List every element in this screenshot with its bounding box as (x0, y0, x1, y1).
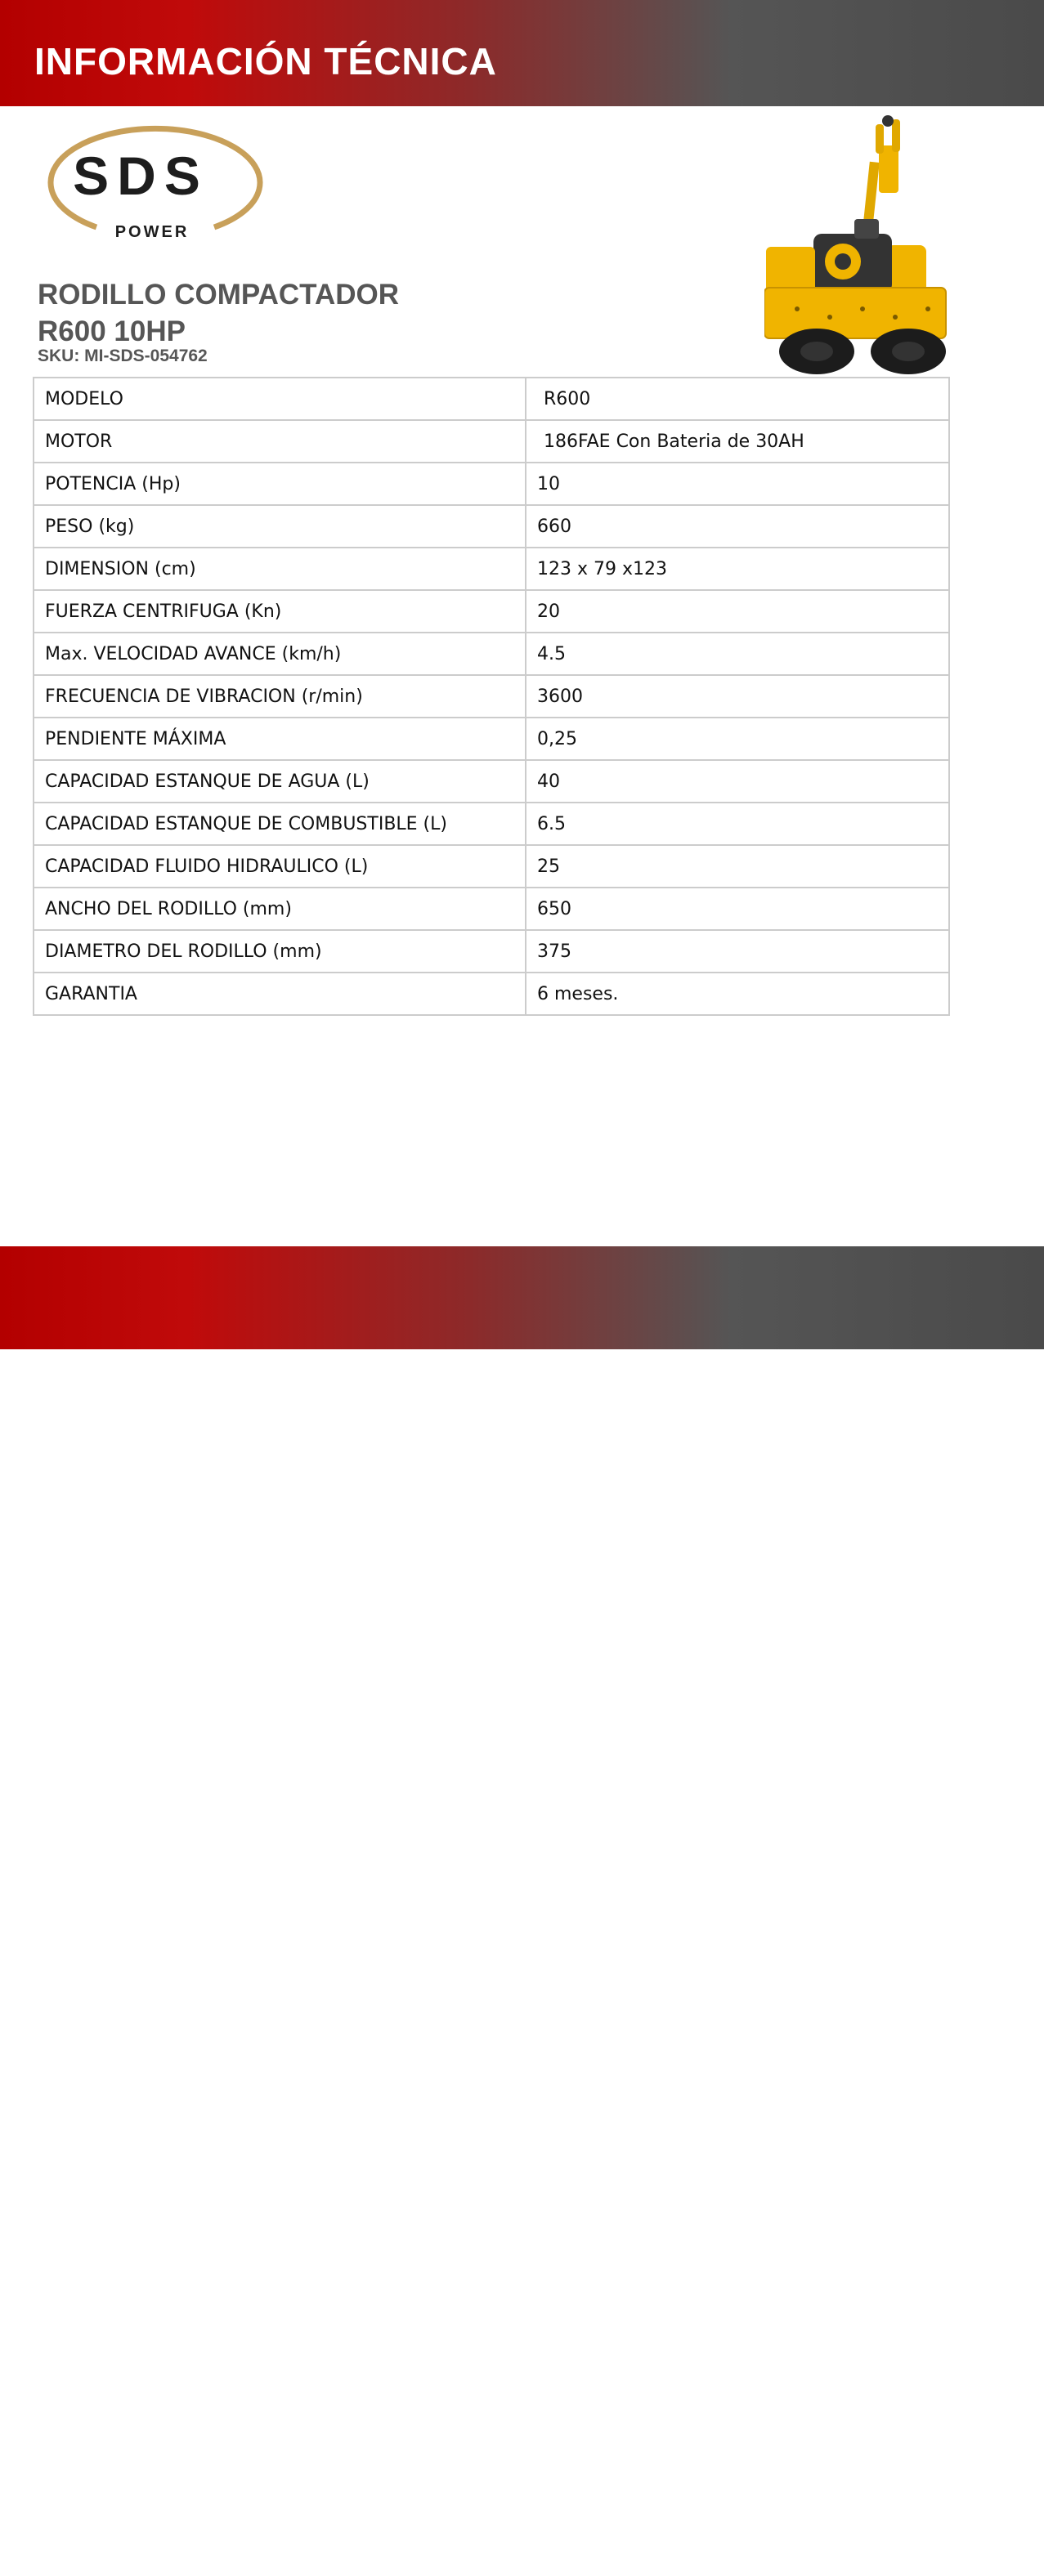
spec-row (34, 803, 949, 845)
spec-row (34, 845, 949, 888)
roller-compactor-image (764, 113, 969, 376)
spec-value: 6.5 (526, 803, 949, 845)
spec-label: FUERZA CENTRIFUGA (Kn) (34, 590, 526, 633)
marsella-logo (764, 2519, 1022, 2576)
spec-label: Max. VELOCIDAD AVANCE (km/h) (34, 633, 526, 675)
spec-row (34, 888, 949, 930)
marsella-brand-name: MARSELLA (815, 2519, 1022, 2559)
spec-value: 25 (526, 845, 949, 888)
spec-label: CAPACIDAD ESTANQUE DE COMBUSTIBLE (L) (34, 803, 526, 845)
spec-value: 4.5 (526, 633, 949, 675)
page-title: INFORMACIÓN TÉCNICA (34, 40, 497, 83)
spec-row (34, 548, 949, 590)
spec-value: 0,25 (526, 718, 949, 760)
sds-power-logo (39, 123, 265, 247)
product-title (38, 276, 399, 350)
spec-label: PENDIENTE MÁXIMA (34, 718, 526, 760)
spec-row (34, 760, 949, 803)
spec-label: MODELO (34, 378, 526, 420)
spec-label: PESO (kg) (34, 505, 526, 548)
spec-row (34, 718, 949, 760)
spec-value: 3600 (526, 675, 949, 718)
spec-label: DIAMETRO DEL RODILLO (mm) (34, 930, 526, 973)
spec-value: R600 (526, 378, 949, 420)
product-sku: SKU: MI-SDS-054762 (38, 347, 208, 365)
header-band (0, 0, 1044, 106)
spec-label: CAPACIDAD FLUIDO HIDRAULICO (L) (34, 845, 526, 888)
spec-label: POTENCIA (Hp) (34, 463, 526, 505)
spec-value: 6 meses. (526, 973, 949, 1015)
spec-value: 186FAE Con Bateria de 30AH (526, 420, 949, 463)
spec-value: 650 (526, 888, 949, 930)
spec-value: 10 (526, 463, 949, 505)
spec-value: 660 (526, 505, 949, 548)
spec-row (34, 675, 949, 718)
spec-label: DIMENSION (cm) (34, 548, 526, 590)
product-title-line1: RODILLO COMPACTADOR (38, 279, 399, 311)
spec-row (34, 930, 949, 973)
sds-logo-text: SDS (73, 145, 208, 206)
spec-row (34, 590, 949, 633)
spec-row (34, 378, 949, 420)
spec-value: 40 (526, 760, 949, 803)
specs-table (33, 377, 950, 1016)
power-logo-text: POWER (114, 223, 190, 241)
marsella-emblem-icon (764, 2520, 813, 2574)
spec-label: GARANTIA (34, 973, 526, 1015)
spec-row (34, 420, 949, 463)
spec-label: FRECUENCIA DE VIBRACION (r/min) (34, 675, 526, 718)
spec-label: MOTOR (34, 420, 526, 463)
spec-label: CAPACIDAD ESTANQUE DE AGUA (L) (34, 760, 526, 803)
spec-value: 375 (526, 930, 949, 973)
spec-label: ANCHO DEL RODILLO (mm) (34, 888, 526, 930)
marsella-url: FERRETERIAMARSELLA.CL (817, 2561, 948, 2571)
spec-row (34, 973, 949, 1015)
footer-band (0, 1246, 1044, 2571)
spec-value: 123 x 79 x123 (526, 548, 949, 590)
product-title-line2: R600 10HP (38, 315, 186, 347)
spec-value: 20 (526, 590, 949, 633)
spec-row (34, 505, 949, 548)
spec-row (34, 633, 949, 675)
spec-row (34, 463, 949, 505)
